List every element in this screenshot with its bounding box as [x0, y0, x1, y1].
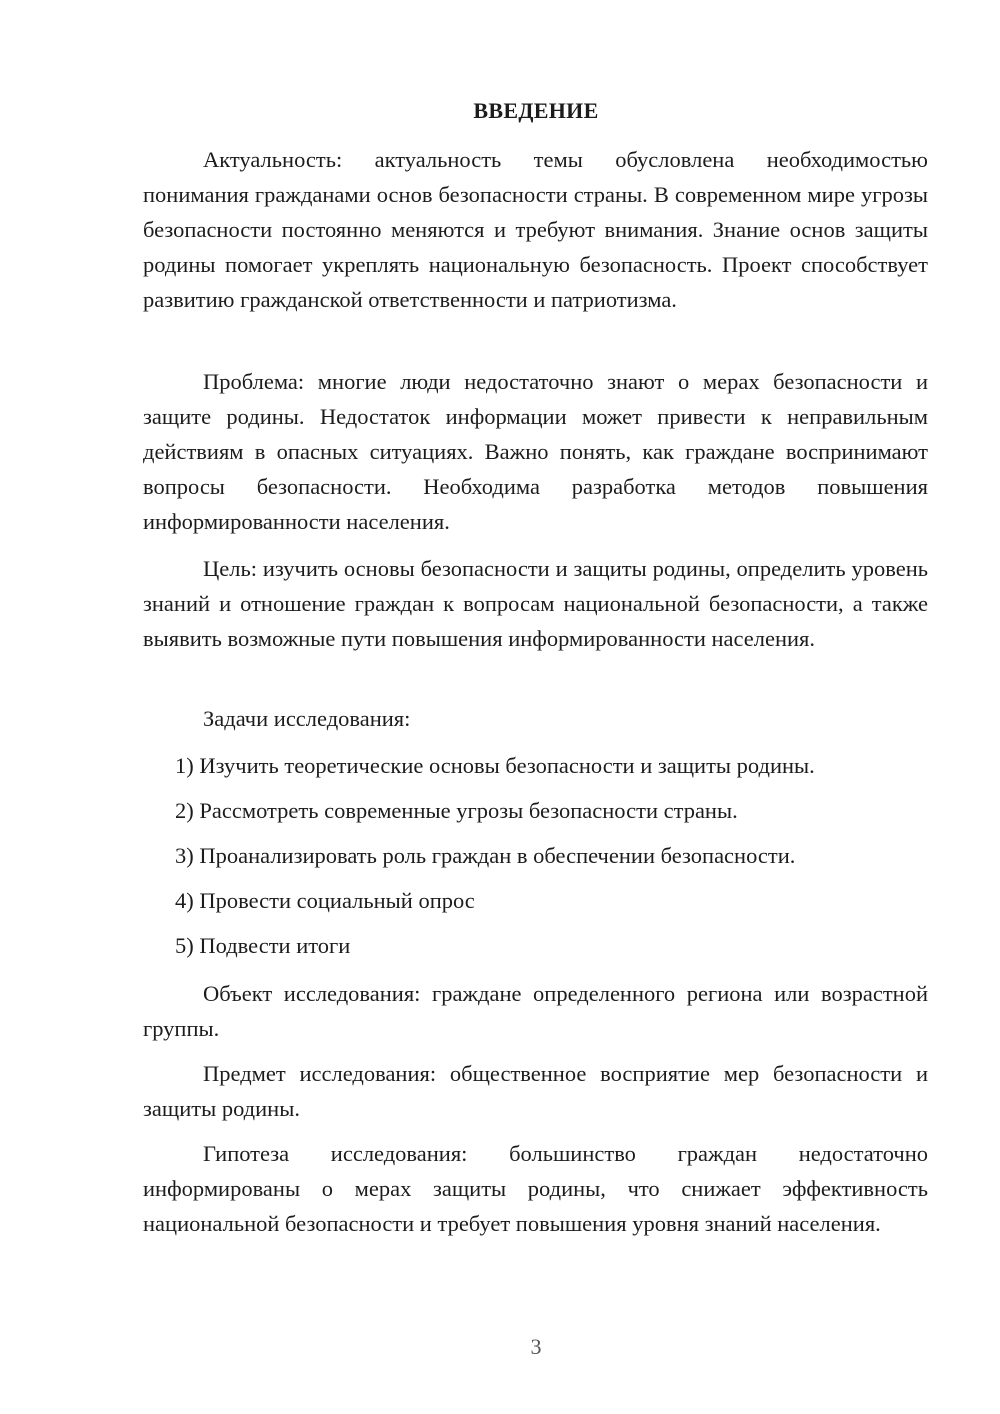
goal-paragraph: Цель: изучить основы безопасности и защиты родины, определить уровень знаний и отношение граждан к вопросам национальной безопасности, а также выявить возможные пути повышения информированности населения.: [143, 556, 928, 651]
task-item: 2) Рассмотреть современные угрозы безопасности страны.: [175, 798, 738, 823]
hypothesis-paragraph: Гипотеза исследования: большинство граждан недостаточно информированы о мерах защиты родины, что снижает эффективность национальной безопасности и требует повышения уровня знаний населения.: [143, 1141, 928, 1236]
task-item: 1) Изучить теоретические основы безопасности и защиты родины.: [175, 753, 815, 778]
tasks-heading: Задачи исследования:: [203, 706, 411, 731]
relevance-paragraph: Актуальность: актуальность темы обусловлена необходимостью понимания гражданами основ безопасности страны. В современном мире угрозы безопасности постоянно меняются и требуют внимания. Знание основ защиты родины помогает укреплять национальную безопасность. Проект способствует развитию гражданской ответственности и патриотизма.: [143, 147, 928, 312]
problem-paragraph: Проблема: многие люди недостаточно знают о мерах безопасности и защите родины. Недостаток информации может привести к неправильным действиям в опасных ситуациях. Важно понять, как граждане воспринимают вопросы безопасности. Необходима разработка методов повышения информированности населения.: [143, 369, 928, 534]
page-title: ВВЕДЕНИЕ: [473, 98, 599, 123]
subject-paragraph: Предмет исследования: общественное восприятие мер безопасности и защиты родины.: [143, 1061, 928, 1121]
object-paragraph: Объект исследования: граждане определенного региона или возрастной группы.: [143, 981, 928, 1041]
page-number: 3: [530, 1334, 542, 1359]
task-item: 3) Проанализировать роль граждан в обеспечении безопасности.: [175, 843, 796, 868]
task-item: 4) Провести социальный опрос: [175, 888, 475, 913]
task-item: 5) Подвести итоги: [175, 933, 351, 958]
